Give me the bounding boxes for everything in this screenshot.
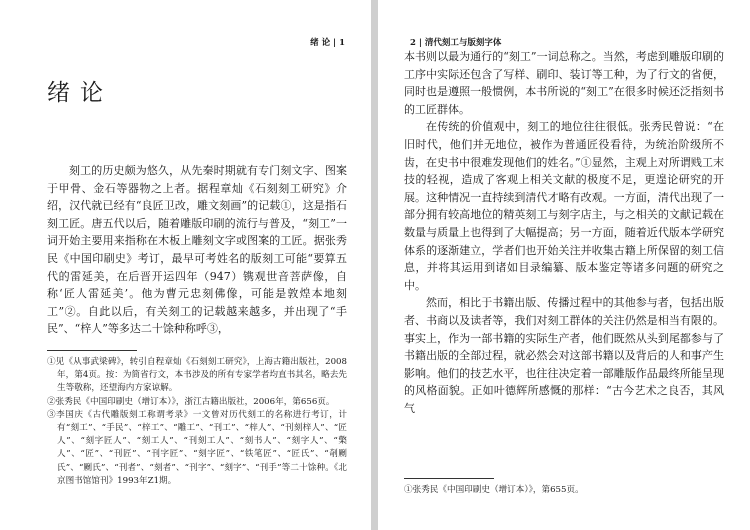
running-head: 2 | 清代刻工与版刻字体 [410, 38, 502, 48]
footnotes [47, 356, 347, 488]
paragraph: 在传统的价值观中，刻工的地位往往很低。张秀民曾说：“在旧时代，他们并无地位，被作为普通匠役看待，为统治阶级所不齿，在史书中很难发现他们的姓名。”①显然，主观上对所谓贱工末技的轻视，造成了客观上相关文献的极度不足，更遑论研究的开展。这种情况一直持续到清代才略有改观。一方面，清代出现了一部分拥有较高地位的精英刻工与刻字店主，与之相关的文献记载在数量与质量上也得到了大幅提高；另一方面，随着近代版本学研究体系的逐渐建立，学者们也开始关注并收集古籍上所保留的刻工信息，并将其运用到诸如目录编纂、版本鉴定等诸多问题的研究之中。 [404, 120, 724, 292]
body-text [47, 162, 347, 338]
right-page [378, 0, 750, 530]
footnote-divider [47, 350, 137, 351]
paragraph: 刻工的历史颇为悠久，从先秦时期就有专门刻文字、图案于甲骨、金石等器物之上者。据程章灿《石刻刻工研究》介绍，汉代就已经有“良匠卫改，雕文刻画”的记载①，这是指石刻工匠。唐五代以后，随着雕版印刷的流行与普及，“刻工”一词开始主要用来指称在木板上雕刻文字或图案的工匠。据张秀民《中国印刷史》考订，最早可考姓名的版刻工可能“要算五代的雷延美，在后晋开运四年（947）镌观世音菩萨像，自称‘匠人雷延美’。他为曹元忠刻佛像，可能是敦煌本地刻工”②。自此以后，有关刻工的记载越来越多，并出现了“手民”、“梓人”等多达二十馀种称呼③， [47, 164, 347, 336]
paragraph: 然而，相比于书籍出版、传播过程中的其他参与者，包括出版者、书商以及读者等，我们对刻工群体的关注仍然是相当有限的。事实上，作为一部书籍的实际生产者，他们既然从头到尾都参与了书籍出版的全部过程，就必然会对这部书籍以及背后的人和事产生影响。他们的技艺水平，也往往决定着一部雕版作品最终所能呈现的风格面貌。正如叶德辉所感慨的那样：“古今艺术之良否，其风气 [404, 296, 724, 415]
chapter-title: 绪论 [47, 80, 113, 106]
footnote: ②张秀民《中国印刷史（增订本）》，浙江古籍出版社，2006年，第656页。 [47, 396, 335, 407]
footnote: ①见《从事武梁碑》，转引自程章灿《石刻刻工研究》，上海古籍出版社，2008年，第4页。按：为简省行文，本书涉及的所有专家学者均直书其名，略去先生等敬称，还望海内方家谅解。 [47, 357, 347, 394]
running-head: 绪 论 | 1 [310, 38, 345, 48]
left-page [0, 0, 371, 530]
footnote: ①张秀民《中国印刷史（增订本）》，第655页。 [404, 485, 584, 495]
body-text [404, 48, 724, 417]
footnotes [404, 484, 724, 497]
footnote: ③李国庆《古代雕版刻工称谓考录》一文曾对历代刻工的名称进行考订，计有“刻工”、“手民”、“梓工”、“雕工”、“刊工”、“梓人”、“刊刻梓人”、“匠人”、“刻字匠人”、“刻工人”、“刊刻工人”、“刻书人”、“刻字人”、“檠人”、“匠”、“刊匠”、“刊字匠”、“刻字匠”、“铁笔匠”、“匠氏”、“剞劂氏”、“劂氏”、“刊者”、“刻者”、“刊字”、“刻字”、“刊手”等二十馀种。《北京图书馆馆刊》1993年Z1期。 [47, 409, 347, 486]
paragraph: 本书则以最为通行的“刻工”一词总称之。当然，考虑到雕版印刷的工序中实际还包含了写样、刷印、装订等工种，为了行文的省便，同时也是遵照一般惯例，本书所说的“刻工”在很多时候还泛指刻书的工匠群体。 [404, 50, 724, 116]
book-gutter [371, 0, 378, 530]
footnote-divider [404, 478, 494, 479]
